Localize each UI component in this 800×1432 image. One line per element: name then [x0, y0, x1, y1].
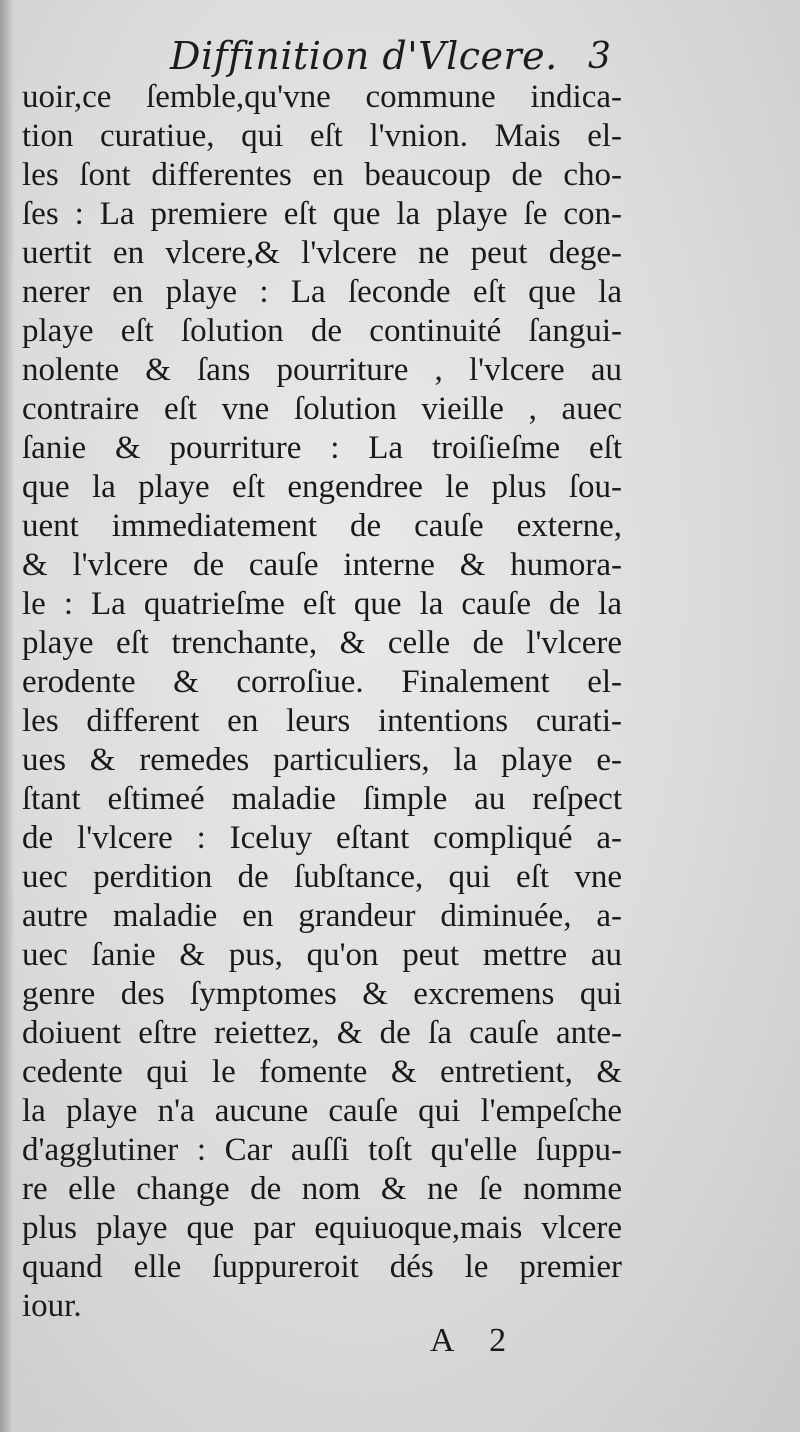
text-line: playe eſt ſolution de continuité ſangui-	[22, 313, 622, 349]
text-line: uent immediatement de cauſe externe,	[22, 508, 622, 544]
text-line: contraire eſt vne ſolution vieille , auec	[22, 391, 622, 427]
signature-mark: A 2	[430, 1322, 521, 1359]
text-line: doiuent eſtre reiettez, & de ſa cauſe ante-	[22, 1015, 622, 1051]
text-line: les ſont differentes en beaucoup de cho-	[22, 157, 622, 193]
body-text	[22, 78, 622, 1326]
page-number: 3	[588, 36, 611, 77]
text-line: playe eſt trenchante, & celle de l'vlcere	[22, 625, 622, 661]
text-line: ſanie & pourriture : La troiſieſme eſt	[22, 430, 622, 466]
text-line: plus playe que par equiuoque,mais vlcere	[22, 1210, 622, 1246]
text-line: nerer en playe : La ſeconde eſt que la	[22, 274, 622, 310]
text-line: tion curatiue, qui eſt l'vnion. Mais el-	[22, 118, 622, 154]
text-line: re elle change de nom & ne ſe nomme	[22, 1171, 622, 1207]
text-line: nolente & ſans pourriture , l'vlcere au	[22, 352, 622, 388]
text-line: les different en leurs intentions curati-	[22, 703, 622, 739]
text-line: uertit en vlcere,& l'vlcere ne peut dege-	[22, 235, 622, 271]
text-line: genre des ſymptomes & excremens qui	[22, 976, 622, 1012]
text-line: uec perdition de ſubſtance, qui eſt vne	[22, 859, 622, 895]
text-line: ſes : La premiere eſt que la playe ſe con-	[22, 196, 622, 232]
text-line: autre maladie en grandeur diminuée, a-	[22, 898, 622, 934]
text-line: uoir,ce ſemble,qu'vne commune indica-	[22, 79, 622, 115]
text-line: le : La quatrieſme eſt que la cauſe de la	[22, 586, 622, 622]
text-line: uec ſanie & pus, qu'on peut mettre au	[22, 937, 622, 973]
text-line: ues & remedes particuliers, la playe e-	[22, 742, 622, 778]
text-line: cedente qui le fomente & entretient, &	[22, 1054, 622, 1090]
text-line: quand elle ſuppureroit dés le premier	[22, 1249, 622, 1285]
text-line: que la playe eſt engendree le plus ſou-	[22, 469, 622, 505]
page-gutter-shadow	[0, 0, 14, 1432]
text-line: d'agglutiner : Car auſſi toſt qu'elle ſuppu-	[22, 1132, 622, 1168]
text-line: la playe n'a aucune cauſe qui l'empeſche	[22, 1093, 622, 1129]
text-line: iour.	[22, 1288, 82, 1324]
running-title: Diffinition d'Vlcere.	[170, 34, 558, 78]
text-line: erodente & corroſiue. Finalement el-	[22, 664, 622, 700]
text-line: de l'vlcere : Iceluy eſtant compliqué a-	[22, 820, 622, 856]
text-line: ſtant eſtimeé maladie ſimple au reſpect	[22, 781, 622, 817]
text-line: & l'vlcere de cauſe interne & humora-	[22, 547, 622, 583]
